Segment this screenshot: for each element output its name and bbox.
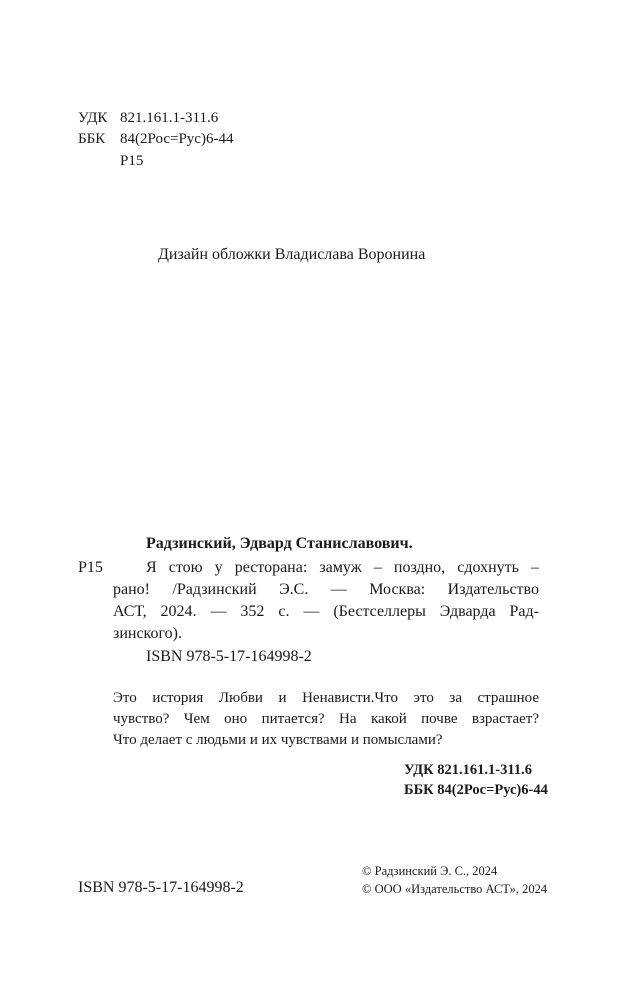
udk-label: УДК [78, 110, 108, 126]
copyright-author: © Радзинский Э. С., 2024 [362, 864, 498, 878]
catalog-entry-description [113, 579, 539, 645]
catalog-entry-isbn: ISBN 978-5-17-164998-2 [146, 648, 312, 665]
copyright-publisher: © ООО «Издательство АСТ», 2024 [362, 882, 548, 896]
bbk-row [78, 129, 233, 150]
classification-codes-bottom [404, 760, 548, 800]
catalog-line-1: Я стою у ресторана: замуж – поздно, сдохнуть – [146, 559, 539, 576]
catalog-entry-first-line [146, 557, 539, 579]
udk-bottom: УДК 821.161.1-311.6 [404, 762, 532, 778]
catalog-line-2: рано! /Радзинский Э.С. — Москва: Издательство [113, 581, 539, 598]
udk-value: 821.161.1-311.6 [120, 110, 219, 126]
cover-design-credit: Дизайн обложки Владислава Воронина [158, 246, 426, 263]
copyright-block [362, 862, 547, 898]
bbk-value: 84(2Рос=Рус)6-44 [120, 131, 234, 147]
annotation-line-1: Это история Любви и Ненависти.Что это за страшное [113, 690, 539, 706]
classification-codes-top [78, 108, 233, 150]
bbk-bottom: ББК 84(2Рос=Рус)6-44 [404, 782, 548, 798]
annotation-line-3: Что делает с людьми и их чувствами и помыслами? [113, 732, 443, 748]
catalog-line-3: АСТ, 2024. — 352 с. — (Бестселлеры Эдварда Рад- [113, 603, 539, 620]
catalog-line-4: зинского). [113, 625, 182, 642]
annotation-line-2: чувство? Чем оно питается? На какой почве взрастает? [113, 711, 539, 727]
bbk-label: ББК [78, 131, 106, 147]
author-sign-top: Р15 [120, 153, 144, 169]
isbn-bottom: ISBN 978-5-17-164998-2 [78, 879, 244, 896]
catalog-entry-author: Радзинский, Эдвард Станиславович. [146, 535, 413, 552]
annotation-text [113, 688, 539, 751]
udk-row [78, 108, 233, 129]
catalog-entry-code: Р15 [78, 559, 103, 576]
